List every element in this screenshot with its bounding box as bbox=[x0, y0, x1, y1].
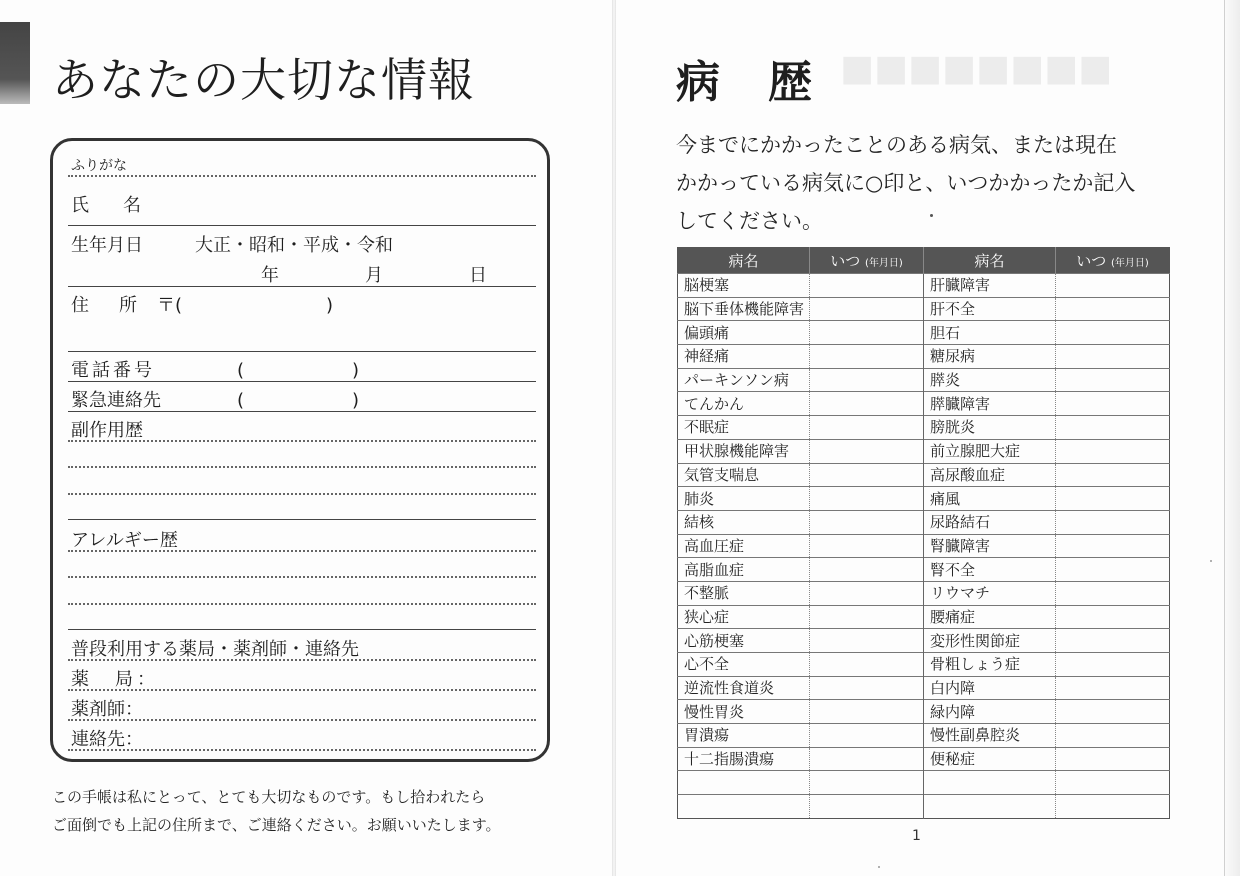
disease-name-cell[interactable]: 白内障 bbox=[924, 676, 1056, 700]
book-gutter bbox=[612, 0, 616, 876]
table-row bbox=[678, 345, 1170, 369]
disease-name-cell[interactable]: 脳梗塞 bbox=[678, 274, 810, 298]
date-entry-cell[interactable] bbox=[1056, 700, 1170, 724]
pharmacist-label: 薬剤師： bbox=[71, 699, 143, 720]
date-entry-cell[interactable] bbox=[810, 558, 924, 582]
date-entry-cell[interactable] bbox=[810, 795, 924, 819]
address-line[interactable] bbox=[68, 351, 536, 352]
furigana-label: ふりがな bbox=[71, 158, 127, 174]
title-tab-marker bbox=[0, 22, 30, 104]
table-row bbox=[678, 392, 1170, 416]
disease-name-cell[interactable]: 慢性副鼻腔炎 bbox=[924, 724, 1056, 748]
bleed-through-text: ■■■■■■■■ bbox=[840, 48, 1113, 89]
date-entry-cell[interactable] bbox=[1056, 368, 1170, 392]
emergency-contact-label: 緊急連絡先 bbox=[71, 390, 161, 411]
disease-name-cell[interactable] bbox=[924, 795, 1056, 819]
table-row bbox=[678, 795, 1170, 819]
page-title-left: あなたの大切な情報 bbox=[52, 53, 475, 107]
date-entry-cell[interactable] bbox=[1056, 274, 1170, 298]
disease-name-cell[interactable]: 狭心症 bbox=[678, 605, 810, 629]
pharmacy-contact-line[interactable] bbox=[68, 749, 536, 751]
disease-name-cell[interactable] bbox=[924, 771, 1056, 795]
side-effect-history-label: 副作用歴 bbox=[71, 420, 143, 441]
date-entry-cell[interactable] bbox=[810, 653, 924, 677]
disease-header: 病名 bbox=[678, 248, 810, 274]
allergy-line-3[interactable] bbox=[68, 603, 536, 605]
disease-name-cell[interactable]: リウマチ bbox=[924, 581, 1056, 605]
table-row bbox=[678, 700, 1170, 724]
date-entry-cell[interactable] bbox=[1056, 439, 1170, 463]
date-entry-cell[interactable] bbox=[1056, 629, 1170, 653]
table-row bbox=[678, 321, 1170, 345]
page-number: 1 bbox=[912, 828, 921, 844]
table-row bbox=[678, 510, 1170, 534]
table-row bbox=[678, 439, 1170, 463]
table-header-row bbox=[678, 248, 1170, 274]
date-entry-cell[interactable] bbox=[1056, 534, 1170, 558]
allergy-history-label: アレルギー歴 bbox=[71, 530, 178, 551]
allergy-line-1[interactable] bbox=[68, 550, 536, 552]
disease-name-cell[interactable]: 変形性関節症 bbox=[924, 629, 1056, 653]
medical-history-table bbox=[677, 247, 1170, 819]
date-entry-cell[interactable] bbox=[810, 487, 924, 511]
disease-name-cell[interactable]: パーキンソン病 bbox=[678, 368, 810, 392]
table-row bbox=[678, 416, 1170, 440]
furigana-line[interactable] bbox=[68, 175, 536, 177]
table-row bbox=[678, 274, 1170, 298]
era-options[interactable]: 大正・昭和・平成・令和 bbox=[195, 235, 393, 256]
table-row bbox=[678, 724, 1170, 748]
date-entry-cell[interactable] bbox=[810, 747, 924, 771]
table-row bbox=[678, 297, 1170, 321]
date-entry-cell[interactable] bbox=[1056, 676, 1170, 700]
disease-name-cell[interactable]: 慢性胃炎 bbox=[678, 700, 810, 724]
date-entry-cell[interactable] bbox=[1056, 487, 1170, 511]
disease-name-cell[interactable]: 緑内障 bbox=[924, 700, 1056, 724]
emergency-line[interactable] bbox=[68, 411, 536, 412]
allergy-divider bbox=[68, 629, 536, 630]
disease-header: 病名 bbox=[924, 248, 1056, 274]
disease-name-cell[interactable]: 肺炎 bbox=[678, 487, 810, 511]
month-label: 月 bbox=[365, 265, 383, 286]
page-title-right: 病 歴 bbox=[676, 57, 814, 108]
date-entry-cell[interactable] bbox=[1056, 605, 1170, 629]
when-header-sub: (年月日) bbox=[864, 258, 903, 269]
name-line[interactable] bbox=[68, 225, 536, 226]
phone-field[interactable]: ( ) bbox=[237, 360, 360, 381]
date-entry-cell[interactable] bbox=[1056, 795, 1170, 819]
date-entry-cell[interactable] bbox=[1056, 321, 1170, 345]
table-row bbox=[678, 558, 1170, 582]
date-entry-cell[interactable] bbox=[1056, 392, 1170, 416]
date-entry-cell[interactable] bbox=[1056, 463, 1170, 487]
date-entry-cell[interactable] bbox=[810, 368, 924, 392]
disease-name-cell[interactable]: 膵臓障害 bbox=[924, 392, 1056, 416]
birthdate-line[interactable] bbox=[68, 286, 536, 287]
disease-name-cell[interactable]: 胆石 bbox=[924, 321, 1056, 345]
notice-line: この手帳は私にとって、とても大切なものです。もし拾われたら bbox=[52, 788, 486, 806]
disease-name-cell[interactable]: 腎不全 bbox=[924, 558, 1056, 582]
date-entry-cell[interactable] bbox=[810, 534, 924, 558]
table-row bbox=[678, 581, 1170, 605]
disease-name-cell[interactable]: 不整脈 bbox=[678, 581, 810, 605]
disease-name-cell[interactable]: 神経痛 bbox=[678, 345, 810, 369]
table-row bbox=[678, 747, 1170, 771]
side-effect-line-1[interactable] bbox=[68, 440, 536, 442]
disease-name-cell[interactable]: 脳下垂体機能障害 bbox=[678, 297, 810, 321]
disease-name-cell[interactable]: 高脂血症 bbox=[678, 558, 810, 582]
date-entry-cell[interactable] bbox=[810, 676, 924, 700]
emergency-contact-field[interactable]: ( ) bbox=[237, 390, 360, 411]
side-effect-line-2[interactable] bbox=[68, 466, 536, 468]
phone-line[interactable] bbox=[68, 381, 536, 382]
date-entry-cell[interactable] bbox=[810, 297, 924, 321]
when-header bbox=[1056, 248, 1170, 274]
disease-name-cell[interactable]: てんかん bbox=[678, 392, 810, 416]
date-entry-cell[interactable] bbox=[1056, 297, 1170, 321]
instructions bbox=[676, 126, 1135, 240]
date-entry-cell[interactable] bbox=[810, 700, 924, 724]
instruction-line: してください。 bbox=[676, 209, 823, 233]
disease-name-cell[interactable]: 十二指腸潰瘍 bbox=[678, 747, 810, 771]
disease-name-cell[interactable]: 骨粗しょう症 bbox=[924, 653, 1056, 677]
date-entry-cell[interactable] bbox=[810, 581, 924, 605]
instruction-line: 今までにかかったことのある病気、または現在 bbox=[676, 133, 1117, 157]
phone-label: 電話番号 bbox=[71, 360, 155, 381]
day-label: 日 bbox=[469, 265, 487, 286]
table-row bbox=[678, 771, 1170, 795]
date-entry-cell[interactable] bbox=[1056, 345, 1170, 369]
date-entry-cell[interactable] bbox=[1056, 416, 1170, 440]
date-entry-cell[interactable] bbox=[1056, 653, 1170, 677]
disease-name-cell[interactable]: 心不全 bbox=[678, 653, 810, 677]
date-entry-cell[interactable] bbox=[810, 771, 924, 795]
table-row bbox=[678, 487, 1170, 511]
pharmacist-line[interactable] bbox=[68, 719, 536, 721]
disease-name-cell[interactable]: 気管支喘息 bbox=[678, 463, 810, 487]
side-effect-divider bbox=[68, 519, 536, 520]
date-entry-cell[interactable] bbox=[1056, 747, 1170, 771]
birthdate-label: 生年月日 bbox=[71, 235, 143, 256]
disease-name-cell[interactable]: 腎臓障害 bbox=[924, 534, 1056, 558]
table-row bbox=[678, 534, 1170, 558]
table-row bbox=[678, 676, 1170, 700]
date-entry-cell[interactable] bbox=[1056, 581, 1170, 605]
date-entry-cell[interactable] bbox=[810, 345, 924, 369]
disease-name-cell[interactable]: 偏頭痛 bbox=[678, 321, 810, 345]
pharmacy-label: 薬 局： bbox=[71, 669, 159, 690]
address-label: 住 所 bbox=[71, 295, 143, 316]
table-row bbox=[678, 368, 1170, 392]
disease-name-cell[interactable]: 逆流性食道炎 bbox=[678, 676, 810, 700]
date-entry-cell[interactable] bbox=[810, 439, 924, 463]
disease-name-cell[interactable]: 肝不全 bbox=[924, 297, 1056, 321]
date-entry-cell[interactable] bbox=[1056, 771, 1170, 795]
instruction-line: かかっている病気に○印と、いつかかったか記入 bbox=[676, 171, 1136, 195]
lost-notice bbox=[52, 783, 501, 839]
disease-name-cell[interactable]: 甲状腺機能障害 bbox=[678, 439, 810, 463]
side-effect-line-3[interactable] bbox=[68, 493, 536, 495]
disease-name-cell[interactable] bbox=[678, 795, 810, 819]
page-edge bbox=[1224, 0, 1240, 876]
pharmacy-heading-line bbox=[68, 659, 536, 661]
date-entry-cell[interactable] bbox=[1056, 558, 1170, 582]
date-entry-cell[interactable] bbox=[810, 463, 924, 487]
disease-name-cell[interactable]: 高尿酸血症 bbox=[924, 463, 1056, 487]
when-header-text: いつ bbox=[830, 252, 861, 270]
disease-name-cell[interactable]: 膀胱炎 bbox=[924, 416, 1056, 440]
notice-line: ご面倒でも上記の住所まで、ご連絡ください。お願いいたします。 bbox=[52, 816, 501, 834]
disease-name-cell[interactable]: 尿路結石 bbox=[924, 510, 1056, 534]
when-header bbox=[810, 248, 924, 274]
date-entry-cell[interactable] bbox=[810, 510, 924, 534]
pharmacy-line[interactable] bbox=[68, 689, 536, 691]
disease-name-cell[interactable]: 不眠症 bbox=[678, 416, 810, 440]
print-speck bbox=[1210, 560, 1212, 562]
table-row bbox=[678, 629, 1170, 653]
disease-name-cell[interactable]: 前立腺肥大症 bbox=[924, 439, 1056, 463]
date-entry-cell[interactable] bbox=[1056, 724, 1170, 748]
print-speck bbox=[878, 866, 880, 868]
year-label: 年 bbox=[261, 265, 279, 286]
date-entry-cell[interactable] bbox=[1056, 510, 1170, 534]
disease-name-cell[interactable]: 糖尿病 bbox=[924, 345, 1056, 369]
allergy-line-2[interactable] bbox=[68, 576, 536, 578]
date-entry-cell[interactable] bbox=[810, 724, 924, 748]
table-row bbox=[678, 653, 1170, 677]
disease-name-cell[interactable]: 高血圧症 bbox=[678, 534, 810, 558]
disease-name-cell[interactable]: 胃潰瘍 bbox=[678, 724, 810, 748]
name-label: 氏 名 bbox=[71, 195, 149, 216]
pharmacy-heading: 普段利用する薬局・薬剤師・連絡先 bbox=[71, 639, 359, 660]
date-entry-cell[interactable] bbox=[810, 605, 924, 629]
disease-name-cell[interactable]: 膵炎 bbox=[924, 368, 1056, 392]
disease-name-cell[interactable]: 痛風 bbox=[924, 487, 1056, 511]
disease-name-cell[interactable]: 腰痛症 bbox=[924, 605, 1056, 629]
print-speck bbox=[930, 214, 933, 217]
disease-name-cell[interactable]: 便秘症 bbox=[924, 747, 1056, 771]
personal-info-form bbox=[50, 138, 550, 762]
date-entry-cell[interactable] bbox=[810, 629, 924, 653]
date-entry-cell[interactable] bbox=[810, 321, 924, 345]
date-entry-cell[interactable] bbox=[810, 274, 924, 298]
disease-name-cell[interactable]: 肝臓障害 bbox=[924, 274, 1056, 298]
table-row bbox=[678, 605, 1170, 629]
pharmacy-contact-label: 連絡先： bbox=[71, 729, 143, 750]
date-entry-cell[interactable] bbox=[810, 392, 924, 416]
postal-code-field[interactable]: 〒( ) bbox=[157, 295, 334, 316]
table-body bbox=[678, 274, 1170, 819]
when-header-text: いつ bbox=[1076, 252, 1107, 270]
date-entry-cell[interactable] bbox=[810, 416, 924, 440]
disease-name-cell[interactable]: 結核 bbox=[678, 510, 810, 534]
disease-name-cell[interactable] bbox=[678, 771, 810, 795]
disease-name-cell[interactable]: 心筋梗塞 bbox=[678, 629, 810, 653]
when-header-sub: (年月日) bbox=[1110, 258, 1149, 269]
table-row bbox=[678, 463, 1170, 487]
